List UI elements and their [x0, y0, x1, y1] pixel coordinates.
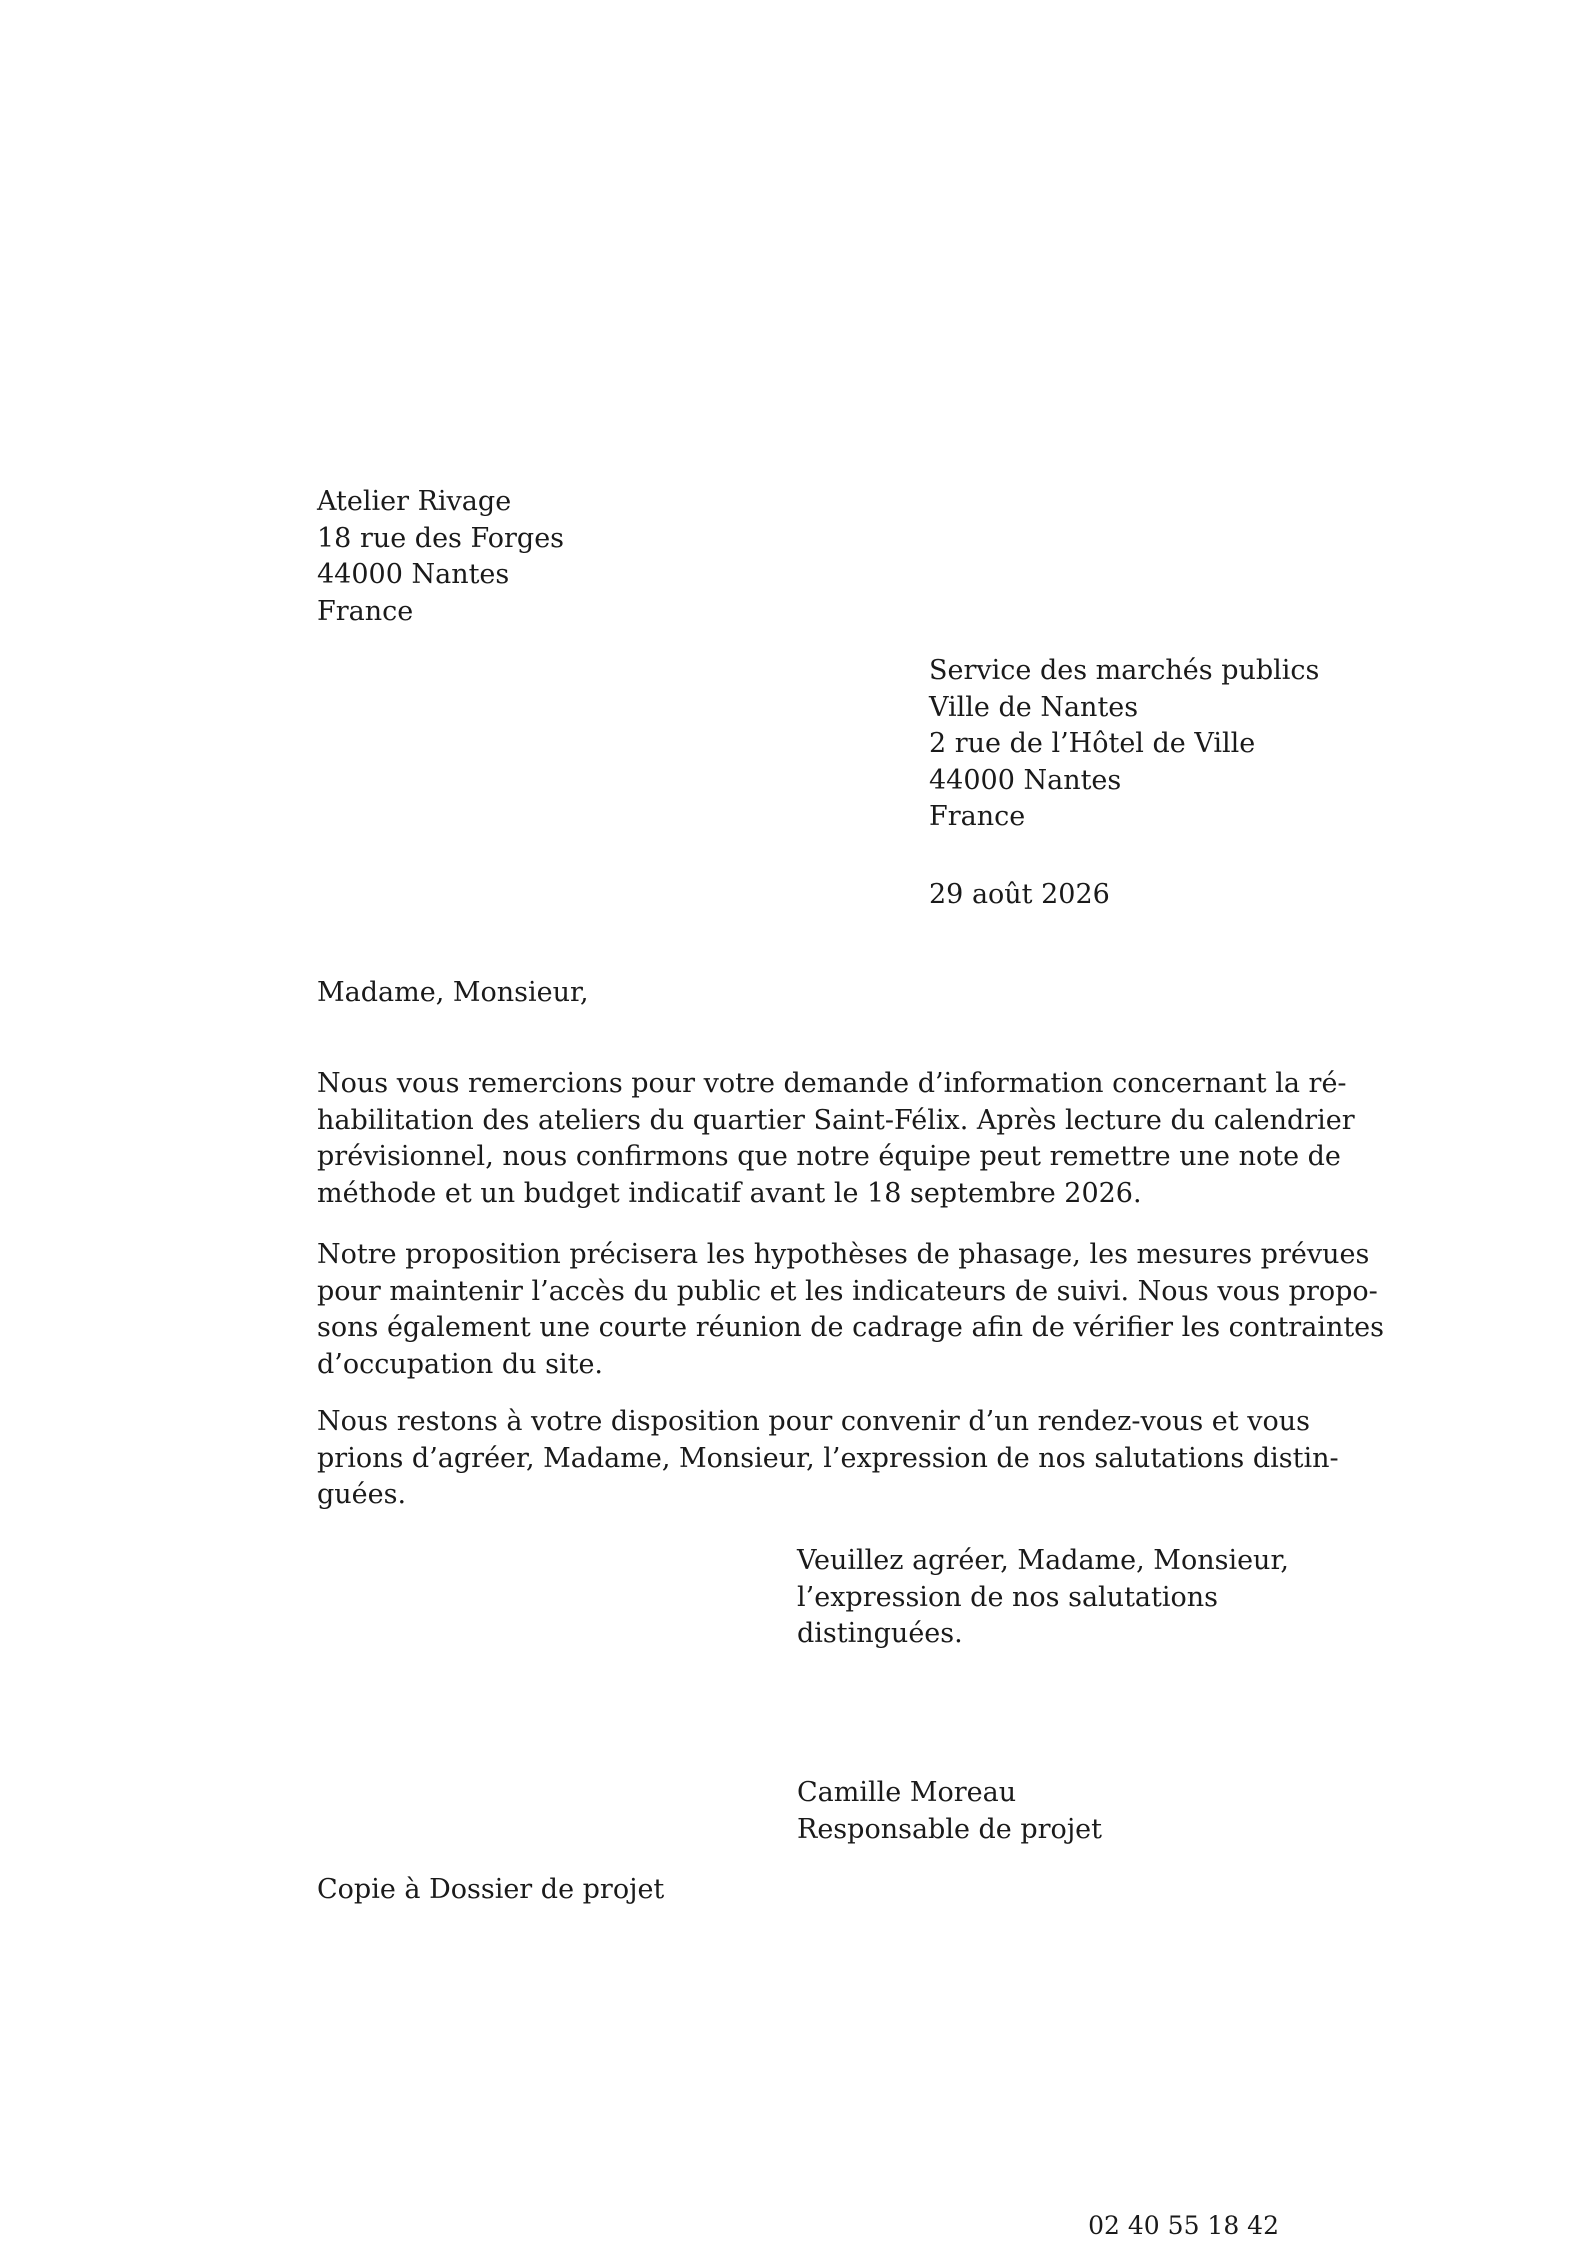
closing-line: l’expression de nos salutations: [797, 1581, 1219, 1613]
body-line: d’occupation du site.: [317, 1348, 604, 1380]
closing-line: distinguées.: [797, 1618, 963, 1649]
body-line: guées.: [317, 1479, 407, 1510]
body-line: sons également une courte réunion de cadrage afin de vérifier les contraintes: [317, 1312, 1385, 1343]
body-line: Nous vous remercions pour votre demande d’information concernant la ré-: [317, 1068, 1347, 1099]
body-line: habilitation des ateliers du quartier Saint-Félix. Après lecture du calendrier: [317, 1104, 1355, 1136]
copy-notice: Copie à Dossier de projet: [317, 1874, 665, 1905]
recipient-address: [929, 653, 1319, 836]
body-line: pour maintenir l’accès du public et les indicateurs de suivi. Nous vous propo-: [317, 1275, 1378, 1307]
body-line: prions d’agréer, Madame, Monsieur, l’expression de nos salutations distin-: [317, 1442, 1339, 1474]
closing-line: Veuillez agréer, Madame, Monsieur,: [797, 1545, 1289, 1576]
sender-street: 18 rue des Forges: [317, 522, 565, 554]
recipient-street: 2 rue de l’Hôtel de Ville: [929, 728, 1256, 759]
sender-country: France: [317, 595, 414, 627]
sender-address: [317, 484, 564, 630]
signatory-name: Camille Moreau: [797, 1777, 1017, 1808]
recipient-organization: Ville de Nantes: [929, 691, 1139, 723]
closing-formula: [797, 1543, 1289, 1653]
footer-phone-number: 02 40 55 18 42: [1088, 2211, 1279, 2240]
letter-date: 29 août 2026: [929, 879, 1110, 910]
body-paragraph-3: [317, 1404, 1339, 1514]
body-paragraph-2: [317, 1237, 1385, 1383]
body-line: prévisionnel, nous confirmons que notre équipe peut remettre une note de: [317, 1141, 1341, 1172]
body-paragraph-1: [317, 1066, 1355, 1212]
body-line: méthode et un budget indicatif avant le 18 septembre 2026.: [317, 1177, 1142, 1209]
body-line: Nous restons à votre disposition pour convenir d’un rendez-vous et vous: [317, 1406, 1310, 1437]
recipient-department: Service des marchés publics: [929, 655, 1320, 686]
sender-name: Atelier Rivage: [317, 486, 512, 517]
salutation: Madame, Monsieur,: [317, 977, 589, 1008]
recipient-postcode-city: 44000 Nantes: [929, 764, 1122, 796]
signatory-role: Responsable de projet: [797, 1813, 1103, 1845]
signature-block: [797, 1775, 1102, 1848]
recipient-country: France: [929, 801, 1026, 832]
body-line: Notre proposition précisera les hypothèses de phasage, les mesures prévues: [317, 1239, 1370, 1270]
sender-postcode-city: 44000 Nantes: [317, 559, 510, 590]
